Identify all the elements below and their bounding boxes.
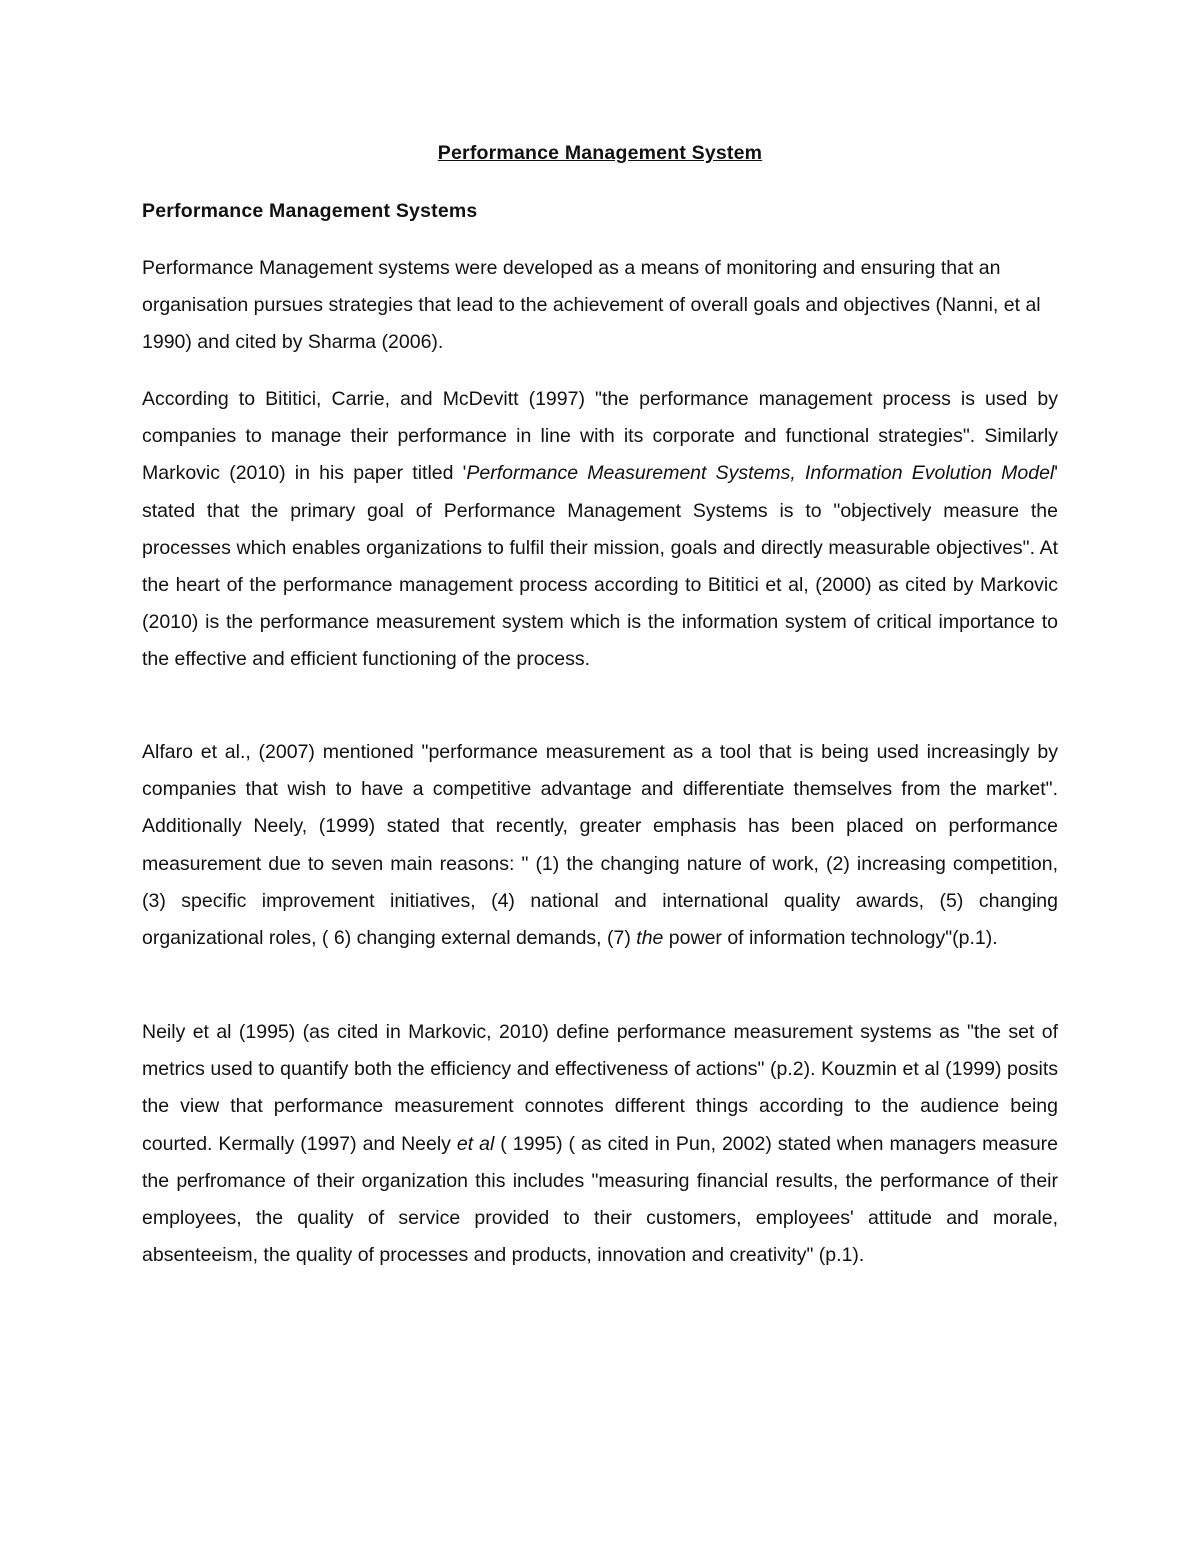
paragraph-2-text-a: According to Bititici, Carrie, and McDevitt (1997) "the performance management process is used by companies to manage their performance in line with its corporate and functional strategies". Similarly Markovic (2010) in his paper titled ' [142,388,1058,485]
paragraph-3-text-a: Alfaro et al., (2007) mentioned "performance measurement as a tool that is being used increasingly by companies that wish to have a competitive advantage and differentiate themselves from the market". Additionally Neely, (1999) stated that recently, greater emphasis has been placed on performance measurement due to seven main reasons: " (1) the changing nature of work, (2) increasing competition, (3) specific improvement initiatives, (4) national and international quality awards, (5) changing organizational roles, ( 6) changing external demands, (7) [142,741,1058,950]
section-heading: Performance Management Systems [142,200,478,222]
paragraph-4-text-a: Neily et al (1995) (as cited in Markovic, 2010) define performance measurement systems as "the set of metrics used to quantify both the efficiency and effectiveness of actions" (p.2). Kouzmin et al (1999) posits the view that performance measurement connotes different things according to the audience being courted. Kermally (1997) and Neely [142,1021,1058,1155]
paragraph-3-italic-word: the [636,927,664,950]
paragraph-2 [142,381,1058,679]
paragraph-1: Performance Management systems were developed as a means of monitoring and ensuring that an organisation pursues strategies that lead to the achievement of overall goals and objectives (Nanni, et al 1990) and cited by Sharma (2006). [142,257,1041,354]
paragraph-3 [142,734,1058,957]
paragraph-3-text-c: power of information technology"(p.1). [663,927,998,950]
paragraph-2-text-c: ' stated that the primary goal of Performance Management Systems is to "objectively measure the processes which enables organizations to fulfil their mission, goals and directly measurable objectives". At the heart of the performance management process according to Bititici et al, (2000) as cited by Markovic (2010) is the performance measurement system which is the information system of critical importance to the effective and efficient functioning of the process. [142,462,1058,671]
paragraph-4-text-c: ( 1995) ( as cited in Pun, 2002) stated when managers measure the perfromance of their organization this includes "measuring financial results, the performance of their employees, the quality of service provided to their customers, employees' attitude and morale, absenteeism, the quality of processes and products, innovation and creativity" (p.1). [142,1132,1058,1267]
paragraph-4-italic-et-al: et al [456,1132,495,1155]
paragraph-2-paper-title: Performance Measurement Systems, Information Evolution Model [466,462,1055,485]
document-title: Performance Management System [437,142,763,164]
paragraph-4 [142,1014,1058,1274]
